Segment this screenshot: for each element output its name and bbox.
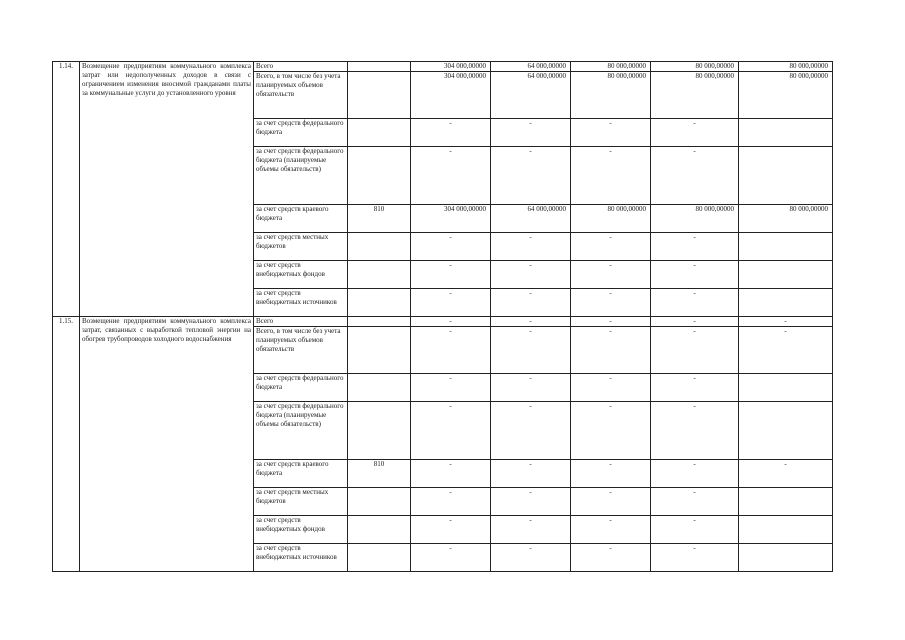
- funding-source: за счет средств федерального бюджета (планируемые объемы обязательств): [254, 147, 348, 205]
- amount-cell: 80 000,00000: [571, 72, 651, 119]
- amount-cell: [739, 233, 833, 261]
- budget-code: [348, 317, 411, 327]
- amount-cell: -: [651, 544, 739, 572]
- amount-cell: -: [571, 289, 651, 317]
- budget-code: 810: [348, 205, 411, 233]
- amount-cell: -: [651, 516, 739, 544]
- amount-cell: -: [491, 516, 571, 544]
- funding-source: Всего, в том числе без учета планируемых объемов обязательств: [254, 72, 348, 119]
- amount-cell: [739, 374, 833, 402]
- budget-code: [348, 327, 411, 374]
- amount-cell: 64 000,00000: [491, 72, 571, 119]
- amount-cell: -: [491, 544, 571, 572]
- amount-cell: 64 000,00000: [491, 205, 571, 233]
- amount-cell: -: [411, 488, 491, 516]
- amount-cell: -: [651, 402, 739, 460]
- funding-source: Всего, в том числе без учета планируемых объемов обязательств: [254, 327, 348, 374]
- amount-cell: -: [491, 261, 571, 289]
- budget-code: [348, 261, 411, 289]
- budget-code: [348, 233, 411, 261]
- funding-source: за счет средств внебюджетных источников: [254, 544, 348, 572]
- amount-cell: 64 000,00000: [491, 62, 571, 72]
- amount-cell: -: [491, 402, 571, 460]
- amount-cell: 304 000,00000: [411, 72, 491, 119]
- amount-cell: 80 000,00000: [651, 205, 739, 233]
- amount-cell: -: [491, 147, 571, 205]
- item-number: 1.14.: [53, 62, 80, 317]
- amount-cell: -: [411, 460, 491, 488]
- amount-cell: -: [739, 460, 833, 488]
- amount-cell: -: [411, 327, 491, 374]
- budget-table: [52, 61, 833, 572]
- amount-cell: -: [491, 119, 571, 147]
- amount-cell: 80 000,00000: [739, 62, 833, 72]
- funding-source: за счет средств местных бюджетов: [254, 488, 348, 516]
- funding-source: за счет средств внебюджетных источников: [254, 289, 348, 317]
- amount-cell: -: [491, 289, 571, 317]
- amount-cell: -: [411, 289, 491, 317]
- amount-cell: -: [571, 374, 651, 402]
- funding-source: за счет средств краевого бюджета: [254, 460, 348, 488]
- amount-cell: -: [571, 147, 651, 205]
- amount-cell: 80 000,00000: [651, 62, 739, 72]
- funding-source: за счет средств краевого бюджета: [254, 205, 348, 233]
- table-row: [53, 317, 833, 327]
- amount-cell: -: [411, 402, 491, 460]
- amount-cell: -: [571, 516, 651, 544]
- budget-code: [348, 62, 411, 72]
- amount-cell: -: [571, 327, 651, 374]
- amount-cell: -: [651, 374, 739, 402]
- amount-cell: -: [491, 488, 571, 516]
- amount-cell: -: [651, 327, 739, 374]
- budget-code: [348, 119, 411, 147]
- amount-cell: 304 000,00000: [411, 205, 491, 233]
- amount-cell: -: [491, 460, 571, 488]
- amount-cell: -: [491, 327, 571, 374]
- amount-cell: -: [651, 289, 739, 317]
- amount-cell: -: [491, 317, 571, 327]
- amount-cell: -: [411, 261, 491, 289]
- budget-code: [348, 488, 411, 516]
- amount-cell: [739, 261, 833, 289]
- amount-cell: [739, 289, 833, 317]
- amount-cell: [739, 147, 833, 205]
- amount-cell: -: [571, 119, 651, 147]
- funding-source: за счет средств местных бюджетов: [254, 233, 348, 261]
- funding-source: Всего: [254, 317, 348, 327]
- amount-cell: 80 000,00000: [571, 62, 651, 72]
- budget-code: [348, 72, 411, 119]
- amount-cell: -: [571, 460, 651, 488]
- amount-cell: 80 000,00000: [739, 72, 833, 119]
- budget-code: 810: [348, 460, 411, 488]
- funding-source: Всего: [254, 62, 348, 72]
- table-row: [53, 62, 833, 72]
- budget-code: [348, 516, 411, 544]
- amount-cell: -: [571, 317, 651, 327]
- amount-cell: -: [411, 374, 491, 402]
- amount-cell: -: [411, 147, 491, 205]
- funding-source: за счет средств федерального бюджета: [254, 374, 348, 402]
- amount-cell: 304 000,00000: [411, 62, 491, 72]
- item-name: Возмещение предприятиям коммунального комплекса затрат или недополученных доходов в связи с ограничением изменения вносимой гражданами платы за коммунальные услуги до установленного уровня: [80, 62, 254, 317]
- amount-cell: -: [411, 544, 491, 572]
- item-number: 1.15.: [53, 317, 80, 572]
- amount-cell: -: [571, 402, 651, 460]
- amount-cell: -: [571, 233, 651, 261]
- amount-cell: -: [651, 233, 739, 261]
- amount-cell: -: [651, 488, 739, 516]
- amount-cell: [739, 402, 833, 460]
- amount-cell: 80 000,00000: [739, 205, 833, 233]
- amount-cell: -: [411, 119, 491, 147]
- amount-cell: [739, 516, 833, 544]
- funding-source: за счет средств федерального бюджета: [254, 119, 348, 147]
- funding-source: за счет средств внебюджетных фондов: [254, 516, 348, 544]
- amount-cell: -: [651, 261, 739, 289]
- amount-cell: [739, 544, 833, 572]
- amount-cell: -: [651, 147, 739, 205]
- amount-cell: -: [651, 460, 739, 488]
- amount-cell: -: [739, 327, 833, 374]
- funding-source: за счет средств внебюджетных фондов: [254, 261, 348, 289]
- amount-cell: [739, 488, 833, 516]
- amount-cell: -: [571, 544, 651, 572]
- amount-cell: -: [739, 317, 833, 327]
- budget-code: [348, 289, 411, 317]
- amount-cell: -: [491, 233, 571, 261]
- budget-code: [348, 374, 411, 402]
- amount-cell: -: [571, 261, 651, 289]
- amount-cell: -: [411, 317, 491, 327]
- budget-code: [348, 544, 411, 572]
- amount-cell: -: [651, 317, 739, 327]
- amount-cell: -: [411, 233, 491, 261]
- item-name: Возмещение предприятиям коммунального комплекса затрат, связанных с выработкой тепловой энергии на обогрев трубопроводов холодного водоснабжения: [80, 317, 254, 572]
- amount-cell: -: [491, 374, 571, 402]
- budget-code: [348, 147, 411, 205]
- funding-source: за счет средств федерального бюджета (планируемые объемы обязательств): [254, 402, 348, 460]
- amount-cell: -: [411, 516, 491, 544]
- amount-cell: [739, 119, 833, 147]
- amount-cell: 80 000,00000: [651, 72, 739, 119]
- budget-code: [348, 402, 411, 460]
- amount-cell: -: [571, 488, 651, 516]
- amount-cell: 80 000,00000: [571, 205, 651, 233]
- amount-cell: -: [651, 119, 739, 147]
- budget-table-body: [53, 62, 833, 572]
